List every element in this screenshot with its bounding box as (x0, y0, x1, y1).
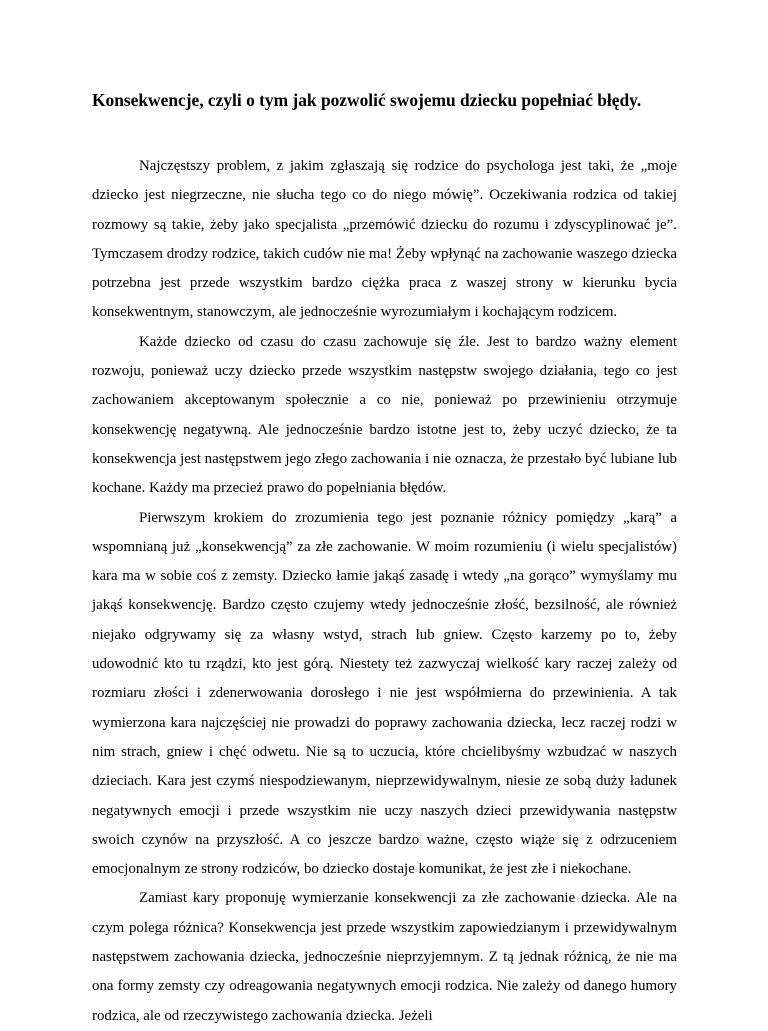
document-title: Konsekwencje, czyli o tym jak pozwolić swojemu dziecku popełniać błędy. (92, 90, 642, 110)
paragraph: Każde dziecko od czasu do czasu zachowuje się źle. Jest to bardzo ważny element rozwoju, ponieważ uczy dziecko przede wszystkim następstw swojego działania, tego co jest zachowaniem akceptowanym społecznie a co nie, ponieważ po przewinieniu otrzymuje konsekwencję negatywną. Ale jednocześnie bardzo istotne jest to, żeby uczyć dziecko, że ta konsekwencja jest następstwem jego złego zachowania i nie oznacza, że przestało być lubiane lub kochane. Każdy ma przecież prawo do popełniania błędów. (92, 333, 677, 497)
document-body (92, 152, 677, 1031)
paragraph: Najczęstszy problem, z jakim zgłaszają się rodzice do psychologa jest taki, że „moje dziecko jest niegrzeczne, nie słucha tego co do niego mówię”. Oczekiwania rodzica od takiej rozmowy są takie, żeby jako specjalista „przemówić dziecku do rozumu i zdyscyplinować je”. Tymczasem drodzy rodzice, takich cudów nie ma! Żeby wpłynąć na zachowanie waszego dziecka potrzebna jest przede wszystkim bardzo ciężka praca z waszej strony w kierunku bycia konsekwentnym, stanowczym, ale jednocześnie wyrozumiałym i kochającym rodzicem. (92, 158, 677, 321)
paragraph: Zamiast kary proponuję wymierzanie konsekwencji za złe zachowanie dziecka. Ale na czym polega różnica? Konsekwencja jest przede wszystkim zapowiedzianym i przewidywalnym następstwem zachowania dziecka, jednocześnie nieprzyjemnym. Z tą jednak różnicą, że nie ma ona formy zemsty czy odreagowania negatywnych emocji rodzica. Nie zależy od danego humory rodzica, ale od rzeczywistego zachowania dziecka. Jeżeli (92, 890, 677, 1024)
paragraph: Pierwszym krokiem do zrozumienia tego jest poznanie różnicy pomiędzy „karą” a wspomnianą już „konsekwencją” za złe zachowanie. W moim rozumieniu (i wielu specjalistów) kara ma w sobie coś z zemsty. Dziecko łamie jakąś zasadę i wtedy „na gorąco” wymyślamy mu jakąś konsekwencję. Bardzo często czujemy wtedy jednocześnie złość, bezsilność, ale również niejako odgrywamy się za własny wstyd, strach lub gniew. Często karzemy po to, żeby udowodnić kto tu rządzi, kto jest górą. Niestety też zazwyczaj wielkość kary raczej zależy od rozmiaru złości i zdenerwowania dorosłego i nie jest współmierna do przewinienia. A tak wymierzona kara najczęściej nie prowadzi do poprawy zachowania dziecka, lecz raczej rodzi w nim strach, gniew i chęć odwetu. Nie są to uczucia, które chcielibyśmy wzbudzać w naszych dzieciach. Kara jest czymś niespodziewanym, nieprzewidywalnym, niesie ze sobą duży ładunek negatywnych emocji i przede wszystkim nie uczy naszych dzieci przewidywania następstw swoich czynów na przyszłość. A co jeszcze bardzo ważne, często wiąże się z odrzuceniem emocjonalnym ze strony rodziców, bo dziecko dostaje komunikat, że jest złe i niekochane. (92, 509, 677, 878)
